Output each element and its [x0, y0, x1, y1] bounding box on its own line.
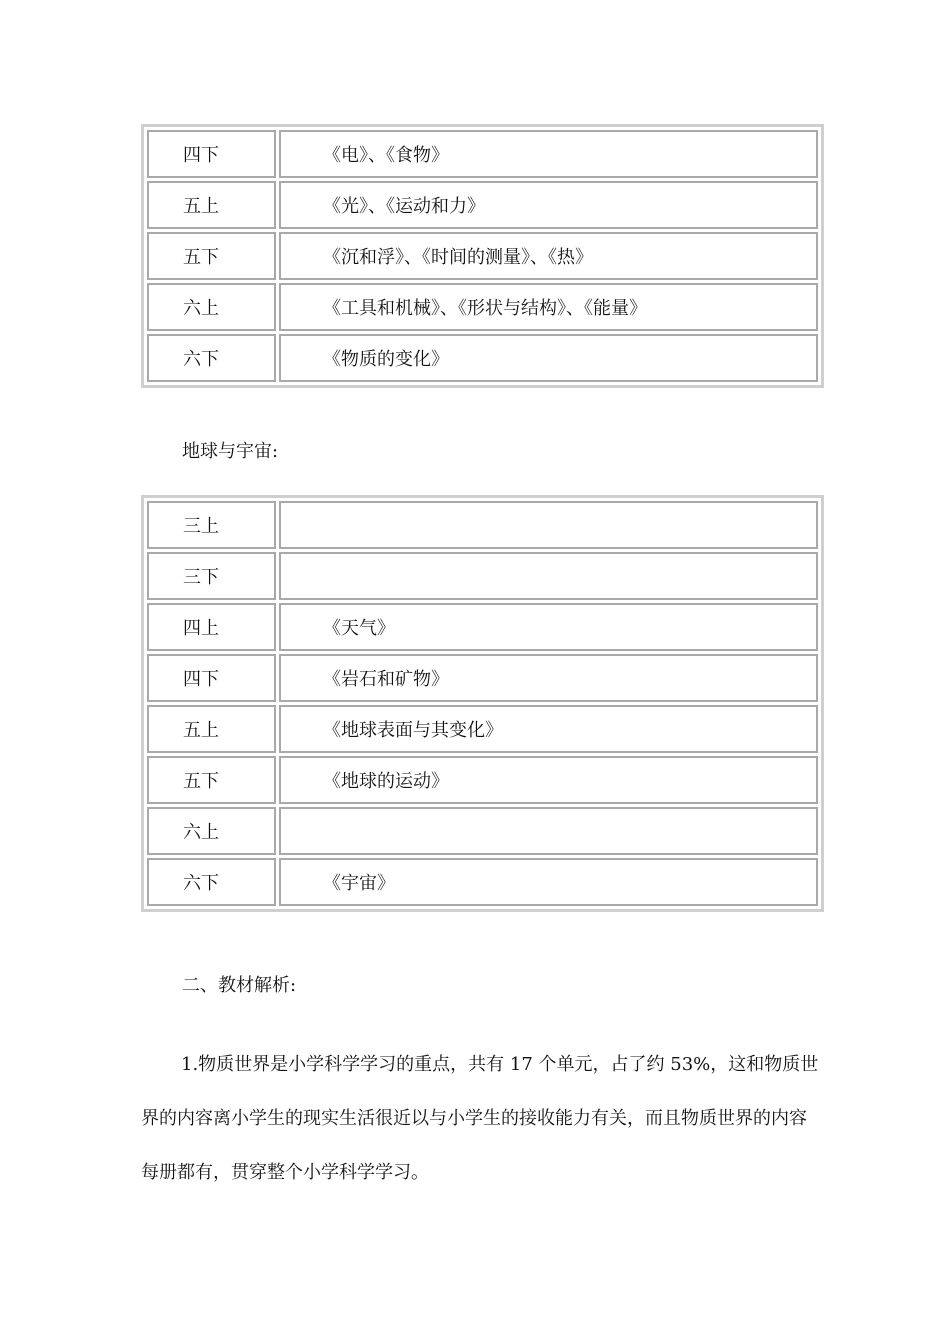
units-cell	[279, 501, 818, 549]
units-cell: 《岩石和矿物》	[279, 654, 818, 702]
units-cell: 《光》、《运动和力》	[279, 181, 818, 229]
table-row	[147, 232, 818, 280]
table-row	[147, 501, 818, 549]
grade-cell: 五下	[147, 756, 276, 804]
units-cell: 《宇宙》	[279, 858, 818, 906]
units-cell: 《地球的运动》	[279, 756, 818, 804]
grade-cell: 四下	[147, 654, 276, 702]
units-cell: 《地球表面与其变化》	[279, 705, 818, 753]
earth-universe-table	[141, 495, 824, 912]
grade-cell: 五上	[147, 705, 276, 753]
table-row	[147, 334, 818, 382]
section-heading-textbook-analysis: 二、教材解析:	[182, 975, 297, 996]
body-paragraph: 1.物质世界是小学科学学习的重点，共有 17 个单元，占了约 53%，这和物质世界的内容离小学生的现实生活很近以与小学生的接收能力有关，而且物质世界的内容每册都有，贯穿整个小学科学学习。	[141, 1054, 819, 1183]
table-row	[147, 130, 818, 178]
units-cell	[279, 807, 818, 855]
grade-cell: 五下	[147, 232, 276, 280]
grade-cell: 四上	[147, 603, 276, 651]
table-row	[147, 807, 818, 855]
table-row	[147, 283, 818, 331]
table-row	[147, 756, 818, 804]
table-row	[147, 858, 818, 906]
grade-cell: 五上	[147, 181, 276, 229]
section-heading-earth-universe: 地球与宇宙:	[182, 441, 279, 462]
units-cell	[279, 552, 818, 600]
table-row	[147, 552, 818, 600]
units-cell: 《电》、《食物》	[279, 130, 818, 178]
material-units-table	[141, 124, 824, 388]
table-row	[147, 603, 818, 651]
table-row	[147, 181, 818, 229]
units-cell: 《物质的变化》	[279, 334, 818, 382]
grade-cell: 三上	[147, 501, 276, 549]
grade-cell: 六上	[147, 807, 276, 855]
units-cell: 《天气》	[279, 603, 818, 651]
grade-cell: 六上	[147, 283, 276, 331]
table-row	[147, 654, 818, 702]
grade-cell: 六下	[147, 858, 276, 906]
units-cell: 《沉和浮》、《时间的测量》、《热》	[279, 232, 818, 280]
table-row	[147, 705, 818, 753]
grade-cell: 六下	[147, 334, 276, 382]
grade-cell: 三下	[147, 552, 276, 600]
units-cell: 《工具和机械》、《形状与结构》、《能量》	[279, 283, 818, 331]
grade-cell: 四下	[147, 130, 276, 178]
